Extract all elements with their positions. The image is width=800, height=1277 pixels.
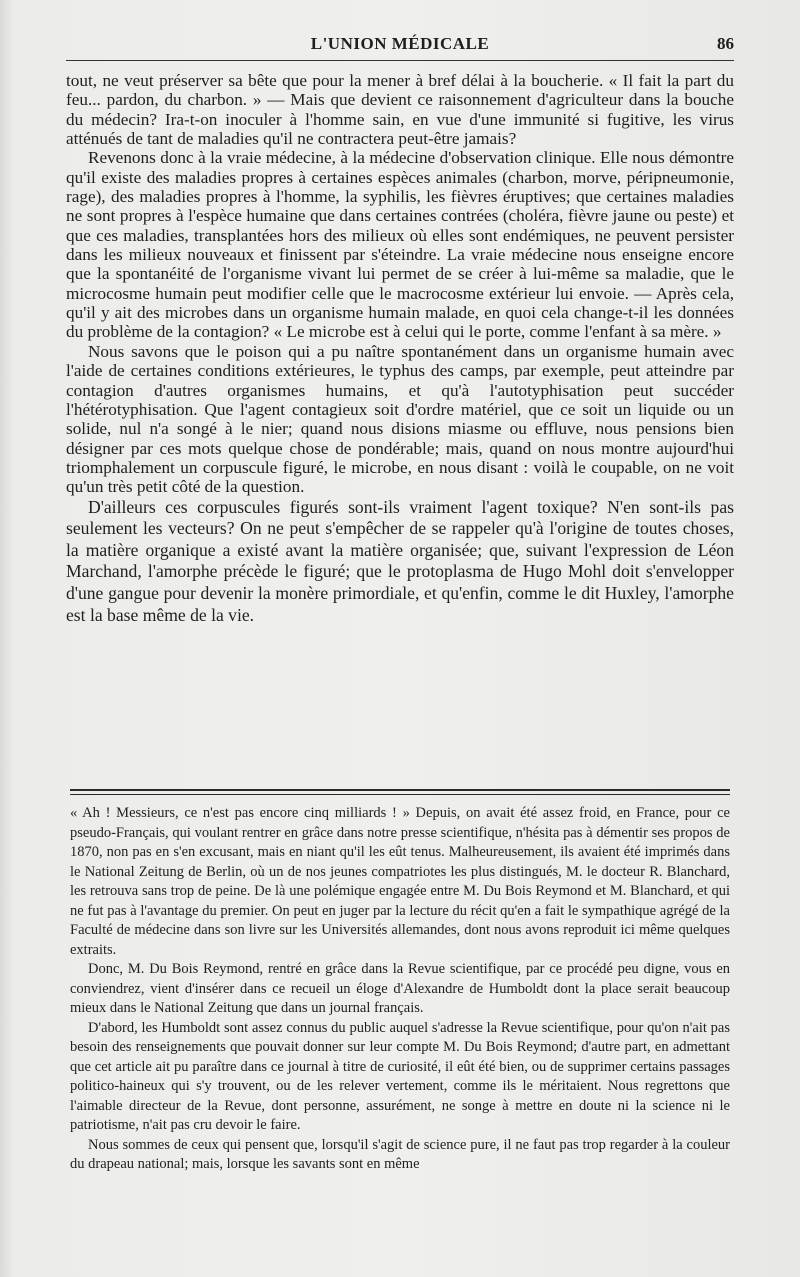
main-text [66, 71, 734, 626]
note-paragraph: D'abord, les Humboldt sont assez connus du public auquel s'adresse la Revue scientifique, pour qu'on n'ait pas besoin des renseignements que pouvait donner sur leur compte M. Du Bois Reymond; d'autre part, en admettant que cet article ait pu paraître dans ce journal à titre de curiosité, il eût été bien, ou de supprimer certains passages politico-haineux qui s'y trouvent, ou de les relever vertement, comme ils le méritaient. Nous regrettons que l'aimable directeur de la Revue, dont personne, assurément, ne songe à mettre en doute ni la science ni le patriotisme, n'ait pas cru devoir le faire. [70, 1019, 730, 1133]
footnote-separator [70, 789, 730, 795]
header-rule [66, 60, 734, 61]
note-paragraph: « Ah ! Messieurs, ce n'est pas encore cinq milliards ! » Depuis, on avait été assez froid, en France, pour ce pseudo-Français, qui voulant rentrer en grâce dans notre presse scientifique, n'hésita pas à démentir ses propos de 1870, non pas en s'en excusant, mais en niant qu'il les eût tenus. Malheureusement, ils avaient été imprimés dans le National Zeitung de Berlin, où un de nos jeunes compatriotes les plus distingués, M. le docteur R. Blanchard, les retrouva sans trop de peine. De là une polémique engagée entre M. Du Bois Reymond et M. Blanchard, et qui ne fut pas à l'avantage du premier. On peut en juger par la lecture du récit qu'en a fait le sympathique agrégé de la Faculté de médecine dans son livre sur les Universités allemandes, dont nous avons reproduit ici même quelques extraits. [70, 805, 730, 958]
paragraph: Revenons donc à la vraie médecine, à la médecine d'observation clinique. Elle nous démontre qu'il existe des maladies propres à certaines espèces animales (charbon, morve, péripneumonie, rage), des maladies propres à l'homme, la syphilis, les fièvres éruptives; que certaines maladies ne sont propres à l'espèce humaine que dans certaines contrées (choléra, fièvre jaune ou peste) et que ces maladies, transplantées hors des milieux où elles sont endémiques, ne peuvent persister dans les milieux nouveaux et finissent par s'éteindre. La vraie médecine nous enseigne encore que la spontanéité de l'organisme vivant lui permet de se créer à lui-même sa maladie, que le microcosme humain peut modifier celle que le macrocosme extérieur lui envoie. — Après cela, qu'il y ait des microbes dans un organisme humain malade, en quoi cela change-t-il les données du problème de la contagion? « Le microbe est à celui qui le porte, comme l'enfant à sa mère. » [66, 148, 734, 342]
note-paragraph: Donc, M. Du Bois Reymond, rentré en grâce dans la Revue scientifique, par ce procédé peu digne, vous en conviendrez, vient d'insérer dans ce recueil un éloge d'Alexandre de Humboldt dont la place serait beaucoup mieux dans le National Zeitung que dans un journal français. [70, 961, 730, 1016]
page-number: 86 [717, 34, 734, 53]
note-paragraph: Nous sommes de ceux qui pensent que, lorsqu'il s'agit de science pure, il ne faut pas trop regarder à la couleur du drapeau national; mais, lorsque les savants sont en même [70, 1136, 730, 1172]
paragraph: D'ailleurs ces corpuscules figurés sont-ils vraiment l'agent toxique? N'en sont-ils pas seulement les vecteurs? On ne peut s'empêcher de se rappeler qu'à l'origine de toutes choses, la matière organique a existé avant la matière organisée; que, suivant l'expression de Léon Marchand, l'amorphe précède le figuré; que le protoplasma de Hugo Mohl doit s'envelopper d'une gangue pour devenir la monère primordiale, et qu'enfin, comme le dit Huxley, l'amorphe est la base même de la vie. [66, 496, 734, 625]
feuilleton-text [70, 804, 730, 1175]
paragraph: Nous savons que le poison qui a pu naître spontanément dans un organisme humain avec l'aide de certaines conditions extérieures, le typhus des camps, par exemple, peut atteindre par contagion d'autres organismes humains, et qu'à l'autotyphisation peut succéder l'hétérotyphisation. Que l'agent contagieux soit d'ordre matériel, que ce soit un liquide ou un solide, nul n'a songé à le nier; quand nous disions miasme ou effluve, nous pensions bien désigner par ces mots quelque chose de pondérable; mais, quand on nous montre aujourd'hui triomphalement un corpuscule figuré, le microbe, en nous disant : voilà le coupable, on ne voit qu'un très petit côté de la question. [66, 341, 734, 497]
journal-title: L'UNION MÉDICALE [310, 34, 490, 53]
paragraph: tout, ne veut préserver sa bête que pour la mener à bref délai à la boucherie. « Il fait la part du feu... pardon, du charbon. » — Mais que devient ce raisonnement d'agriculteur dans la bouche du médecin? Ira-t-on inoculer à l'homme sain, en vue d'une immunité si fugitive, les virus atténués de tant de maladies qu'il ne contractera peut-être jamais? [66, 71, 734, 149]
running-header [66, 32, 734, 62]
